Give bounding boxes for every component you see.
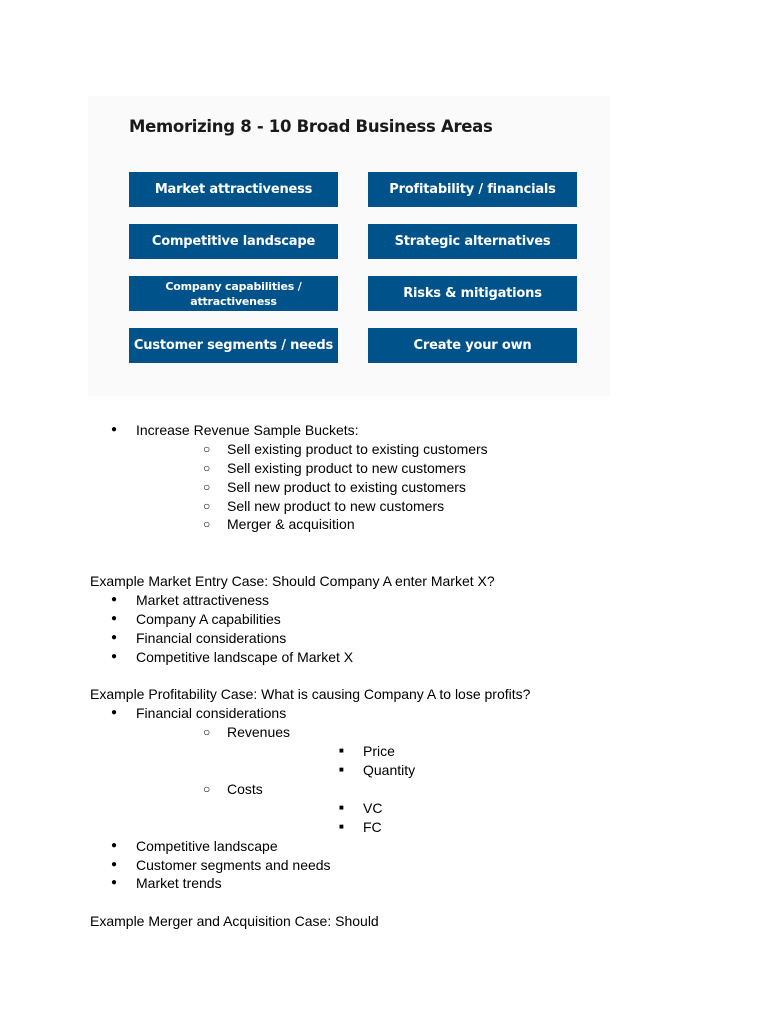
area-box-strategic-alternatives: Strategic alternatives (368, 224, 577, 259)
revenue-list (90, 421, 730, 534)
financial-label: ● Financial considerations (136, 705, 287, 722)
list-item: ○ Merger & acquisition (136, 515, 730, 534)
figure-title: Memorizing 8 - 10 Broad Business Areas (129, 117, 493, 136)
list-item: ○ Sell new product to new customers (136, 497, 730, 516)
list-item: ■ FC (227, 818, 730, 837)
list-item (90, 704, 730, 836)
list-item: ● Market attractiveness (90, 591, 730, 610)
revenues-sublist (227, 742, 730, 780)
area-box-profitability: Profitability / financials (368, 172, 577, 207)
list-item: ● Competitive landscape of Market X (90, 648, 730, 667)
area-box-competitive-landscape: Competitive landscape (129, 224, 338, 259)
list-item: ■ Quantity (227, 761, 730, 780)
costs-label: ○ Costs (227, 780, 263, 797)
list-item: ● Financial considerations (90, 629, 730, 648)
financial-sublist (136, 723, 730, 836)
revenue-sublist (136, 440, 730, 534)
area-box-company-capabilities: Company capabilities / attractiveness (129, 276, 338, 311)
list-item: ○ Sell existing product to existing customers (136, 440, 730, 459)
costs-sublist (227, 799, 730, 837)
list-item (136, 723, 730, 780)
list-item: ■ VC (227, 799, 730, 818)
list-item (136, 780, 730, 837)
list-item: ● Company A capabilities (90, 610, 730, 629)
market-entry-list (90, 591, 730, 667)
area-box-create-your-own: Create your own (368, 328, 577, 363)
profitability-list (90, 704, 730, 893)
area-box-market-attractiveness: Market attractiveness (129, 172, 338, 207)
profitability-title: Example Profitability Case: What is causing Company A to lose profits? (90, 686, 531, 703)
list-item: ● Market trends (90, 874, 730, 893)
list-item: ■ Price (227, 742, 730, 761)
list-item (90, 421, 730, 534)
list-item: ● Customer segments and needs (90, 856, 730, 875)
merger-title: Example Merger and Acquisition Case: Should (90, 913, 379, 930)
list-item: ○ Sell new product to existing customers (136, 478, 730, 497)
market-entry-title: Example Market Entry Case: Should Company A enter Market X? (90, 573, 495, 590)
area-box-customer-segments: Customer segments / needs (129, 328, 338, 363)
list-item: ● Competitive landscape (90, 837, 730, 856)
area-box-risks-mitigations: Risks & mitigations (368, 276, 577, 311)
list-item: ○ Sell existing product to new customers (136, 459, 730, 478)
revenue-heading: ● Increase Revenue Sample Buckets: (136, 422, 359, 438)
business-areas-figure (88, 96, 610, 396)
document-body (90, 421, 730, 931)
revenues-label: ○ Revenues (227, 724, 291, 741)
